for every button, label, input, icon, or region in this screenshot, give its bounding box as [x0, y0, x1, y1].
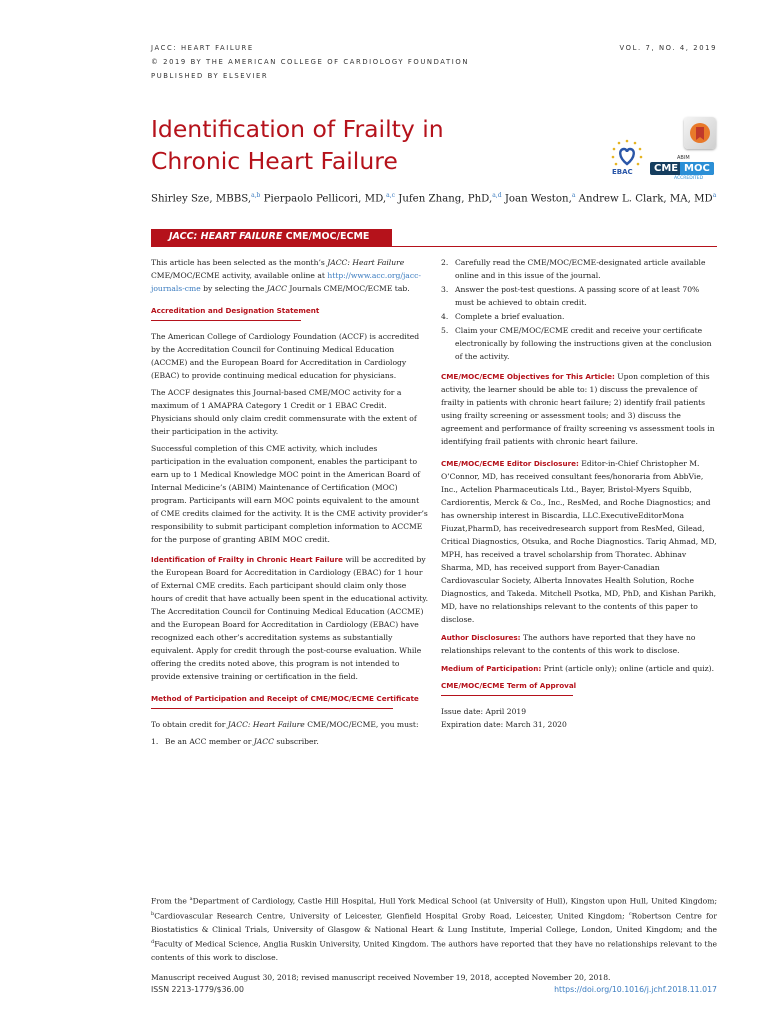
- designation-paragraph: The ACCF designates this Journal-based CME/MOC activity for a maximum of 1 AMAPRA Category 1 Credit or 1 EBAC Credit. Physicians should only claim credit commensurate with the extent of their participation in the activity.: [151, 388, 417, 436]
- copyright-line: © 2019 BY THE AMERICAN COLLEGE OF CARDIOLOGY FOUNDATION: [151, 58, 470, 66]
- bookmark-icon[interactable]: [684, 117, 716, 149]
- heading-rule: [151, 708, 393, 709]
- affiliations-footnote: [151, 893, 717, 984]
- section-banner: [151, 229, 392, 246]
- banner-journal: JACC: HEART FAILURE: [169, 231, 283, 242]
- editor-disclosure-label: CME/MOC/ECME Editor Disclosure:: [441, 459, 579, 468]
- moc-paragraph: Successful completion of this CME activity, which includes participation in the evaluation component, enables the participant to earn up to 1 Medical Knowledge MOC point in the American Board of Internal Medicine’s (ABIM) Maintenance of Certification (MOC) program. Participants will earn MOC points equivalent to the amount of CME credits claimed for the activity. It is the CME activity provider’s responsibility to submit participant completion information to ACCME for the purpose of granting ABIM MOC credit.: [151, 444, 428, 544]
- ebac-logo: [608, 138, 646, 176]
- issn: ISSN 2213-1779/$36.00: [151, 985, 244, 994]
- heading-rule: [441, 695, 573, 696]
- participation-steps-continued: [441, 256, 717, 363]
- author: Shirley Sze, MBBS,: [151, 193, 252, 205]
- heading-rule: [151, 320, 301, 321]
- medium-label: Medium of Participation:: [441, 664, 542, 673]
- author-affiliation[interactable]: a,c: [386, 192, 395, 199]
- left-column: [151, 256, 428, 749]
- editor-disclosure-paragraph: CME/MOC/ECME Editor Disclosure: Editor-in-Chief Christopher M. O’Connor, MD, has received consultant fees/honoraria from AbbVie, Inc., Actelion Pharmaceuticals Ltd., Bayer, Bristol-Myers Squibb, Cardiorentis, Merck & Co., Inc., ResMed, and Roche Diagnostics; and has ownership interest in Biscardia, LLC.ExecutiveEditorMona Fiuzat,PharmD, has receivedresearch support from ResMed, Gilead, Critical Diagnostics, Otsuka, and Roche Diagnostics. Tariq Ahmad, MD, MPH, has received a travel scholarship from Thoratec. Abhinav Sharma, MD, has received support from Bayer-Canadian Cardiovascular Society, Alberta Innovates Health Solution, Roche Diagnostics, and Takeda. Mitchell Psotka, MD, PhD, and Kishan Parikh, MD, have no relationships relevant to the contents of this paper to disclose.: [441, 459, 717, 624]
- method-heading: Method of Participation and Receipt of CME/MOC/ECME Certificate: [151, 694, 419, 703]
- author-disclosure-paragraph: Author Disclosures: The authors have reported that they have no relationships relevant to the contents of this work to disclose.: [441, 633, 696, 655]
- author: Jufen Zhang, PhD,: [398, 193, 493, 205]
- cme-label: CME: [654, 163, 679, 174]
- list-item: 3. Answer the post-test questions. A passing score of at least 70% must be achieved to obtain credit.: [441, 285, 700, 307]
- author: Andrew L. Clark, MA, MD: [578, 193, 713, 205]
- list-item: 4. Complete a brief evaluation.: [441, 312, 565, 321]
- doi-link[interactable]: https://doi.org/10.1016/j.jchf.2018.11.017: [554, 985, 717, 994]
- accreditation-heading: Accreditation and Designation Statement: [151, 306, 320, 315]
- volume-info: VOL. 7, NO. 4, 2019: [619, 44, 717, 52]
- list-item: 5. Claim your CME/MOC/ECME credit and receive your certificate electronically by following the instructions given at the conclusion of the activity.: [441, 326, 712, 361]
- participation-steps: [151, 735, 428, 748]
- intro-paragraph: This article has been selected as the month’s JACC: Heart Failure CME/MOC/ECME activity, available online at http://www.acc.org/jacc-journals-cme by selecting the JACC Journals CME/MOC/ECME tab.: [151, 258, 421, 293]
- section-banner-text: [169, 231, 369, 242]
- author-affiliation[interactable]: a,d: [492, 192, 502, 199]
- cme-link[interactable]: http://www.acc.org/jacc-journals-cme: [151, 271, 421, 293]
- banner-label: CME/MOC/ECME: [282, 231, 370, 242]
- right-column: [441, 256, 717, 731]
- accreditation-paragraph: The American College of Cardiology Foundation (ACCF) is accredited by the Accreditation Council for Continuing Medical Education (ACCME) and the European Board for Accreditation in Cardiology (EBAC) to provide continuing medical education for physicians.: [151, 332, 420, 380]
- section-divider: [151, 246, 717, 247]
- article-title: [151, 113, 591, 177]
- publisher-line: PUBLISHED BY ELSEVIER: [151, 72, 269, 80]
- title-line-2: Chronic Heart Failure: [151, 147, 398, 175]
- list-item: 2. Carefully read the CME/MOC/ECME-designated article available online and in this issue of the journal.: [441, 258, 706, 280]
- moc-label: MOC: [684, 163, 710, 174]
- author-disclosure-label: Author Disclosures:: [441, 633, 521, 642]
- expiration-date: Expiration date: March 31, 2020: [441, 720, 567, 729]
- method-paragraph: To obtain credit for JACC: Heart Failure CME/MOC/ECME, you must:: [151, 720, 419, 729]
- author: Pierpaolo Pellicori, MD,: [263, 193, 387, 205]
- ebac-label: EBAC: [612, 168, 633, 176]
- term-heading: CME/MOC/ECME Term of Approval: [441, 681, 577, 690]
- list-item: 1. Be an ACC member or JACC subscriber.: [151, 737, 319, 746]
- issue-date: Issue date: April 2019: [441, 707, 527, 716]
- abim-label: ABIM: [677, 155, 690, 161]
- ebac-paragraph: Identification of Frailty in Chronic Heart Failure will be accredited by the European Board for Accreditation in Cardiology (EBAC) for 1 hour of External CME credits. Each participant should claim only those hours of credit that have actually been spent in the educational activity. The Accreditation Council for Continuing Medical Education (ACCME) and the European Board for Accreditation in Cardiology (EBAC) have recognized each other’s accreditation systems as substantially equivalent. Apply for credit through the post-course evaluation. While offering the credits noted above, this program is not intended to provide extensive training or certification in the field.: [151, 555, 428, 681]
- title-line-1: Identification of Frailty in: [151, 115, 444, 143]
- journal-name: JACC: HEART FAILURE: [151, 44, 254, 52]
- author-affiliation[interactable]: a,b: [251, 192, 261, 199]
- cme-moc-logo: [650, 155, 720, 183]
- objectives-paragraph: CME/MOC/ECME Objectives for This Article: Upon completion of this activity, the learner should be able to: 1) discuss the prevalence of frailty in patients with chronic heart failure; 2) identify frail patients using frailty screening or assessment tools; and 3) discuss the agreement and performance of frailty screening vs assessment tools in identifying frail patients with chronic heart failure.: [441, 372, 715, 446]
- medium-paragraph: Medium of Participation: Print (article only); online (article and quiz).: [441, 664, 715, 673]
- author-list: [151, 192, 751, 204]
- author-affiliation[interactable]: a: [712, 192, 717, 199]
- objectives-label: CME/MOC/ECME Objectives for This Article:: [441, 372, 615, 381]
- affiliations-text: From the $^a$Department of Cardiology, Castle Hill Hospital, Hull York Medical School (at University of Hull), Kingston upon Hull, United Kingdom; $^b$Cardiovascular Research Centre, University of Leicester, Glenfield Hospital Groby Road, Leicester, United Kingdom; $^c$Robertson Centre for Biostatistics & Clinical Trials, University of Glasgow & National Heart & Lung Institute, Imperial College, London, United Kingdom; and the $^d$Faculty of Medical Science, Anglia Ruskin University, United Kingdom. The authors have reported that they have no relationships relevant to the contents of this work to disclose.: [151, 896, 717, 962]
- ebac-paragraph-lead: Identification of Frailty in Chronic Heart Failure: [151, 555, 343, 564]
- bookmark-icon-glyph: [684, 117, 716, 149]
- author: Joan Weston,: [504, 193, 572, 205]
- accredited-label: ACCREDITED: [674, 176, 704, 181]
- manuscript-dates: Manuscript received August 30, 2018; revised manuscript received November 19, 2018, accepted November 20, 2018.: [151, 972, 611, 982]
- author-affiliation[interactable]: a: [571, 192, 576, 199]
